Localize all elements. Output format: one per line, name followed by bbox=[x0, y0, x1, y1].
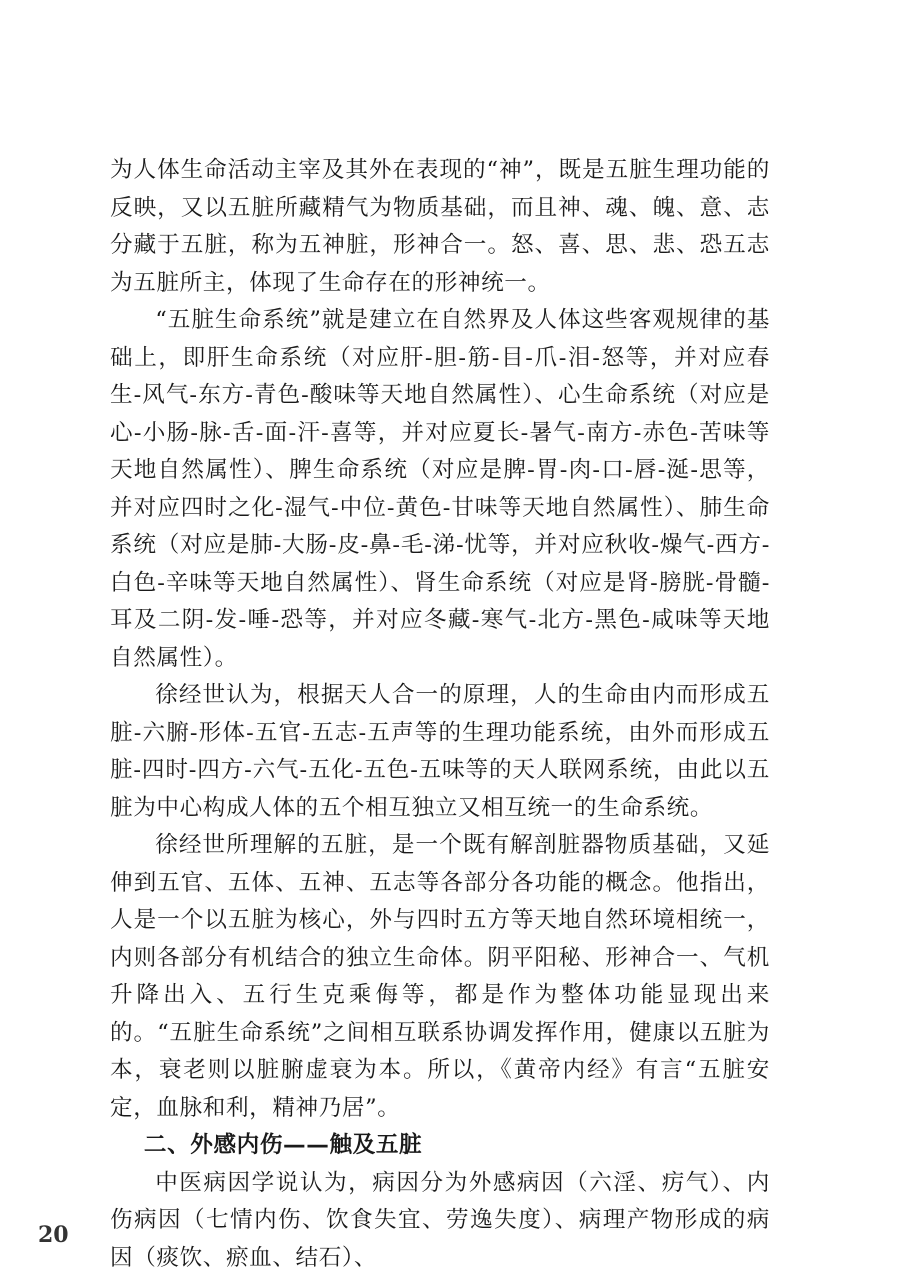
paragraph-2: “五脏生命系统”就是建立在自然界及人体这些客观规律的基础上，即肝生命系统（对应肝-胆-筋-目-爪-泪-怒等，并对应春生-风气-东方-青色-酸味等天地自然属性）、心生命系统（对应是心-小肠-脉-舌-面-汗-喜等，并对应夏长-暑气-南方-赤色-苦味等天地自然属性）、脾生命系统（对应是脾-胃-肉-口-唇-涎-思等，并对应四时之化-湿气-中位-黄色-甘味等天地自然属性）、肺生命系统（对应是肺-大肠-皮-鼻-毛-涕-忧等，并对应秋收-燥气-西方-白色-辛味等天地自然属性）、肾生命系统（对应是肾-膀胱-骨髓-耳及二阴-发-唾-恐等，并对应冬藏-寒气-北方-黑色-咸味等天地自然属性）。 bbox=[110, 307, 770, 671]
paragraph-1: 为人体生命活动主宰及其外在表现的“神”，既是五脏生理功能的反映，又以五脏所藏精气为物质基础，而且神、魂、魄、意、志分藏于五脏，称为五神脏，形神合一。怒、喜、思、悲、恐五志为五脏所主，体现了生命存在的形神统一。 bbox=[110, 157, 770, 296]
page-body bbox=[110, 152, 770, 1277]
paragraph-4: 徐经世所理解的五脏，是一个既有解剖脏器物质基础，又延伸到五官、五体、五神、五志等各部分各功能的概念。他指出，人是一个以五脏为核心，外与四时五方等天地自然环境相统一，内则各部分有机结合的独立生命体。阴平阳秘、形神合一、气机升降出入、五行生克乘侮等，都是作为整体功能显现出来的。“五脏生命系统”之间相互联系协调发挥作用，健康以五脏为本，衰老则以脏腑虚衰为本。所以，《黄帝内经》有言“五脏安定，血脉和利，精神乃居”。 bbox=[110, 832, 770, 1121]
paragraph-3: 徐经世认为，根据天人合一的原理，人的生命由内而形成五脏-六腑-形体-五官-五志-五声等的生理功能系统，由外而形成五脏-四时-四方-六气-五化-五色-五味等的天人联网系统，由此以五脏为中心构成人体的五个相互独立又相互统一的生命系统。 bbox=[110, 682, 770, 821]
paragraph-5: 中医病因学说认为，病因分为外感病因（六淫、疠气）、内伤病因（七情内伤、饮食失宜、劳逸失度）、病理产物形成的病因（痰饮、瘀血、结石）、 bbox=[110, 1169, 770, 1271]
page-number: 20 bbox=[38, 1222, 69, 1248]
section-heading: 二、外感内伤——触及五脏 bbox=[143, 1132, 423, 1158]
